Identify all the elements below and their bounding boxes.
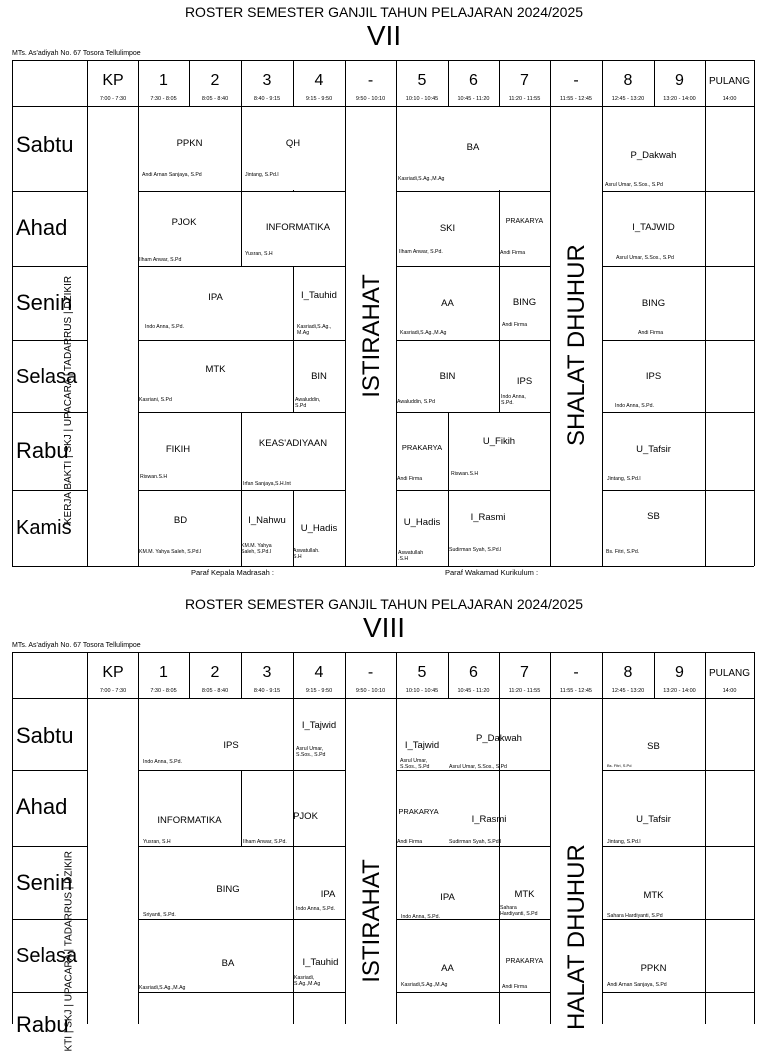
day-senin: Senin [16, 870, 73, 895]
header-p5-time: 10:10 - 10:45 [405, 96, 439, 102]
viii-sabtu-c-teacher2: S.Sos., S.Pd [400, 764, 430, 770]
vii-selasa-c-subject: BIN [439, 371, 456, 382]
istirahat-label: ISTIRAHAT [358, 274, 385, 398]
vii-senin-c-teacher: Kasriadi,S.Ag.,M.Ag [400, 330, 447, 336]
roster-title: ROSTER SEMESTER GANJIL TAHUN PELAJARAN 2024/2025 [184, 596, 584, 612]
viii-ahad-a-teacher: Yusran, S.H [143, 839, 171, 845]
vii-kamis-e-subject: I_Rasmi [470, 512, 506, 523]
vii-rabu-a-subject: FIKIH [165, 444, 191, 455]
vii-senin-b-teacher2: M.Ag [297, 330, 310, 336]
header-p3-time: 8:40 - 9:15 [253, 96, 281, 102]
viii-ahad-b-teacher: Ilham Anwar, S.Pd. [243, 839, 287, 845]
viii-sabtu-d-subject: P_Dakwah [476, 733, 522, 744]
day-selasa: Selasa [16, 366, 78, 388]
header-p9-time: 13:20 - 14:00 [663, 688, 696, 694]
viii-senin-b-subject: IPA [320, 889, 336, 900]
vii-senin-a-teacher: Indo Anna, S.Pd. [145, 324, 184, 330]
day-sabtu: Sabtu [16, 723, 74, 748]
viii-ahad-d-subject: I_Rasmi [471, 814, 507, 825]
header-break1-time: 9:50 - 10:10 [355, 688, 386, 694]
viii-selasa-d-teacher: Andi Firma [502, 984, 528, 990]
vii-sabtu-a-subject: PPKN [176, 138, 203, 149]
viii-senin-a-subject: BING [216, 884, 240, 895]
vii-senin-d-subject: BING [512, 297, 537, 308]
viii-senin-c-teacher: Indo Anna, S.Pd. [401, 914, 440, 920]
header-break1: - [367, 72, 374, 89]
viii-senin-b-teacher: Indo Anna, S.Pd. [296, 906, 335, 912]
day-ahad: Ahad [16, 215, 68, 240]
header-p8: 8 [623, 72, 633, 89]
vii-kamis-d-teacher1: Aswatullah [398, 550, 424, 556]
header-p1: 1 [159, 72, 168, 89]
vii-senin-c-subject: AA [441, 298, 454, 309]
vii-ahad-a-teacher: Ilham Anwar, S.Pd [139, 257, 182, 263]
vii-kamis-a-teacher: KM.M. Yahya Saleh, S.Pd.I [139, 549, 202, 555]
viii-selasa-c-teacher: Kasriadi,S.Ag.,M.Ag [401, 982, 448, 988]
viii-sabtu-e-teacher: Bs. Fitri, S.Pd [607, 763, 632, 768]
day-selasa: Selasa [16, 945, 78, 967]
vii-sabtu-d-teacher: Asrul Umar, S.Sos., S.Pd [605, 182, 663, 188]
vii-selasa-d-teacher1: Indo Anna, [501, 394, 526, 400]
header-p8-time: 12:45 - 13:20 [611, 96, 645, 102]
vii-sabtu-d-subject: P_Dakwah [630, 150, 677, 161]
sign-wakamad: Paraf Wakamad Kurikulum : [445, 568, 539, 577]
viii-sabtu-a-subject: IPS [223, 740, 239, 751]
viii-senin-a-teacher: Sriyanti, S.Pd. [143, 912, 176, 918]
header-break1: - [367, 664, 374, 681]
header-p3: 3 [262, 664, 272, 681]
vii-selasa-c-teacher: Awaluddin, S.Pd [397, 399, 435, 405]
header-p4: 4 [314, 72, 324, 89]
header-p9: 9 [675, 664, 684, 681]
header-p7: 7 [520, 664, 529, 681]
viii-selasa-e-subject: PPKN [640, 963, 667, 974]
header-p1-time: 7:30 - 8:05 [150, 688, 177, 694]
vii-kamis-a-subject: BD [173, 515, 188, 526]
vii-selasa-b-teacher2: S.Pd [295, 403, 307, 409]
header-p5-time: 10:10 - 10:45 [405, 688, 439, 694]
vii-ahad-d-subject: PRAKARYA [505, 218, 544, 225]
vii-ahad-b-teacher: Yusran, S.H [245, 251, 273, 257]
vii-kamis-c-teacher1: Aswatullah. [293, 548, 320, 554]
header-break2: - [573, 664, 579, 681]
header-kp: KP [102, 664, 124, 681]
vii-ahad-a-subject: PJOK [171, 217, 197, 228]
viii-selasa-b-teacher2: S.Ag.,M.Ag [294, 981, 321, 987]
vii-senin-a-subject: IPA [208, 292, 223, 303]
viii-ahad-e-subject: U_Tafsir [636, 814, 671, 825]
header-p8: 8 [623, 664, 633, 681]
school-name: MTs. As'adiyah No. 67 Tosora Tellulimpoe [12, 50, 141, 57]
vii-rabu-e-teacher: Jintang, S.Pd.I [607, 476, 641, 482]
vii-kamis-f-teacher: Bs. Fitri, S.Pd. [606, 549, 640, 555]
day-senin: Senin [16, 290, 73, 315]
schedule-grid [12, 60, 754, 566]
header-p2-time: 8:05 - 8:40 [201, 96, 229, 102]
vii-ahad-b-subject: INFORMATIKA [265, 222, 331, 233]
viii-selasa-c-subject: AA [441, 963, 454, 974]
header-p2: 2 [210, 72, 220, 89]
header-p1: 1 [159, 664, 168, 681]
viii-sabtu-b-teacher1: Asrul Umar, [296, 746, 324, 752]
viii-ahad-b-subject: PJOK [293, 811, 318, 822]
day-rabu: Rabu [16, 438, 69, 463]
vii-kamis-d-teacher2: .S.H [398, 556, 409, 562]
vii-selasa-a-subject: MTK [205, 364, 226, 375]
viii-ahad-c-teacher: Andi Firma [397, 839, 423, 845]
school-name: MTs. As'adiyah No. 67 Tosora Tellulimpoe [12, 642, 141, 649]
viii-senin-d-teacher1: Sahara [500, 905, 517, 911]
vii-kamis-b-teacher1: KM.M. Yahya [241, 543, 272, 549]
viii-selasa-a-subject: BA [221, 958, 235, 969]
class-label: VII [366, 20, 402, 51]
vii-rabu-d-teacher: Riswan.S.H [451, 471, 479, 477]
header-kp: KP [102, 72, 124, 89]
vii-rabu-d-subject: U_Fikih [482, 436, 516, 447]
header-break1-time: 9:50 - 10:10 [355, 96, 386, 102]
vii-selasa-a-teacher: Kasriani, S.Pd [139, 397, 172, 403]
vii-rabu-b-subject: KEAS'ADIYAAN [258, 438, 328, 449]
vii-senin-b-subject: I_Tauhid [301, 290, 337, 301]
header-p2: 2 [210, 664, 220, 681]
day-sabtu: Sabtu [16, 132, 74, 157]
roster-viii [0, 592, 768, 1052]
vii-ahad-d-teacher: Andi Firma [500, 250, 526, 256]
vii-kamis-b-subject: I_Nahwu [248, 515, 286, 526]
vii-sabtu-b-subject: QH [285, 138, 301, 149]
header-break2: - [573, 72, 579, 89]
vii-selasa-b-subject: BIN [311, 371, 327, 382]
header-p1-time: 7:30 - 8:05 [150, 96, 177, 102]
vii-selasa-d-teacher2: S.Pd. [501, 400, 514, 406]
vii-rabu-b-teacher: Irfan Sanjaya,S.H.Int [243, 481, 291, 487]
header-kp-time: 7:00 - 7:30 [99, 688, 127, 694]
shalat-label: HALAT DHUHUR [563, 844, 590, 1030]
header-p6-time: 10:45 - 11:20 [457, 96, 490, 102]
vii-selasa-e-subject: IPS [645, 371, 662, 382]
istirahat-label: ISTIRAHAT [358, 859, 385, 983]
viii-senin-d-teacher2: Hardiyanti, S.Pd [500, 911, 538, 917]
vii-selasa-e-teacher: Indo Anna, S.Pd. [615, 403, 654, 409]
viii-selasa-a-teacher: Kasriadi,S.Ag.,M.Ag [139, 985, 186, 991]
viii-ahad-c-subject: PRAKARYA [398, 807, 439, 816]
viii-selasa-b-teacher1: Kasriadi, [294, 975, 315, 981]
header-p7: 7 [520, 72, 529, 89]
vii-senin-d-teacher: Andi Firma [502, 322, 528, 328]
vii-senin-e-teacher: Andi Firma [638, 330, 664, 336]
vii-ahad-c-teacher: Ilham Anwar, S.Pd. [399, 249, 443, 255]
header-p6: 6 [469, 72, 478, 89]
viii-senin-c-subject: IPA [440, 892, 455, 903]
header-pulang: PULANG [708, 668, 751, 679]
vii-sabtu-c-teacher: Kasriadi,S.Ag.,M.Ag [398, 176, 445, 182]
vii-kamis-c-subject: U_Hadis [300, 523, 338, 534]
header-kp-time: 7:00 - 7:30 [99, 96, 127, 102]
viii-sabtu-c-subject: I_Tajwid [404, 740, 440, 751]
viii-sabtu-b-subject: I_Tajwid [301, 720, 337, 731]
vii-kamis-d-subject: U_Hadis [403, 517, 441, 528]
header-pulang-time: 14:00 [722, 688, 737, 694]
header-pulang-time: 14:00 [722, 96, 737, 102]
vii-sabtu-a-teacher: Andi Arnan Sanjaya, S.Pd [142, 172, 202, 178]
viii-senin-e-teacher: Sahara Hardiyanti, S.Pd [607, 913, 663, 919]
kp-activities: KERJA BAKTI | SKJ | UPACARA | TADARRUS | DZIKIR [63, 275, 74, 525]
class-label: VIII [362, 612, 405, 643]
vii-kamis-b-teacher2: Saleh, S.Pd.I [241, 549, 272, 555]
header-p3-time: 8:40 - 9:15 [253, 688, 281, 694]
viii-senin-e-subject: MTK [643, 890, 664, 901]
vii-ahad-e-subject: I_TAJWID [632, 222, 675, 233]
vii-ahad-c-subject: SKI [439, 223, 456, 234]
vii-rabu-e-subject: U_Tafsir [636, 444, 671, 455]
day-kamis: Kamis [16, 517, 72, 539]
vii-senin-e-subject: BING [641, 298, 666, 309]
header-p6: 6 [469, 664, 478, 681]
header-p8-time: 12:45 - 13:20 [611, 688, 645, 694]
header-break2-time: 11:55 - 12:45 [559, 96, 592, 102]
viii-selasa-b-subject: I_Tauhid [302, 957, 339, 968]
viii-selasa-e-teacher: Andi Arnan Sanjaya, S.Pd [607, 982, 667, 988]
vii-sabtu-b-teacher: Jintang, S.Pd.I [245, 172, 279, 178]
header-p4-time: 9:15 - 9:50 [305, 96, 333, 102]
header-p2-time: 8:05 - 8:40 [201, 688, 229, 694]
viii-selasa-d-subject: PRAKARYA [505, 958, 544, 965]
vii-rabu-c-subject: PRAKARYA [401, 443, 443, 452]
header-p3: 3 [262, 72, 272, 89]
schedule-grid [12, 652, 754, 1052]
vii-kamis-c-teacher2: S.H [293, 554, 302, 560]
day-ahad: Ahad [16, 794, 68, 819]
header-p5: 5 [417, 72, 427, 89]
kp-activities: KTI | SKJ | UPACARA | TADARRUS | DZIKIR [63, 851, 75, 1052]
vii-rabu-a-teacher: Riswan.S.H [140, 474, 168, 480]
header-p4-time: 9:15 - 9:50 [305, 688, 333, 694]
viii-senin-d-subject: MTK [514, 889, 535, 900]
header-p7-time: 11:20 - 11:55 [508, 96, 541, 102]
viii-sabtu-e-subject: SB [647, 741, 660, 752]
header-p9: 9 [675, 72, 684, 89]
header-pulang: PULANG [708, 76, 751, 87]
vii-kamis-e-teacher: Sudirman Syah, S.Pd.I [449, 547, 502, 553]
viii-ahad-e-teacher: Jintang, S.Pd.I [607, 839, 641, 845]
vii-sabtu-c-subject: BA [466, 142, 480, 153]
vii-selasa-b-teacher1: Awaluddin, [295, 397, 321, 403]
day-rabu: Rabu [16, 1012, 69, 1037]
header-p4: 4 [314, 664, 324, 681]
vii-selasa-d-subject: IPS [516, 376, 533, 387]
header-p5: 5 [417, 664, 427, 681]
viii-sabtu-d-teacher: Asrul Umar, S.Sos., S.Pd [449, 764, 507, 770]
vii-rabu-c-teacher: Andi Firma [397, 476, 423, 482]
viii-sabtu-b-teacher2: S.Sos., S.Pd [296, 752, 326, 758]
roster-title: ROSTER SEMESTER GANJIL TAHUN PELAJARAN 2024/2025 [184, 4, 584, 20]
viii-ahad-d-teacher: Sudirman Syah, S.Pd.I [449, 839, 502, 845]
header-p7-time: 11:20 - 11:55 [508, 688, 541, 694]
header-break2-time: 11:55 - 12:45 [559, 688, 592, 694]
vii-senin-b-teacher1: Kasriadi,S.Ag., [297, 324, 332, 330]
vii-kamis-f-subject: SB [647, 511, 660, 522]
sign-kepala: Paraf Kepala Madrasah : [191, 568, 274, 577]
viii-sabtu-c-teacher1: Asrul Umar, [400, 758, 428, 764]
viii-ahad-a-subject: INFORMATIKA [157, 815, 222, 826]
header-p9-time: 13:20 - 14:00 [663, 96, 696, 102]
viii-sabtu-a-teacher: Indo Anna, S.Pd. [143, 759, 182, 765]
shalat-label: SHALAT DHUHUR [563, 244, 590, 446]
vii-ahad-e-teacher: Asrul Umar, S.Sos., S.Pd [616, 255, 674, 261]
header-p6-time: 10:45 - 11:20 [457, 688, 490, 694]
